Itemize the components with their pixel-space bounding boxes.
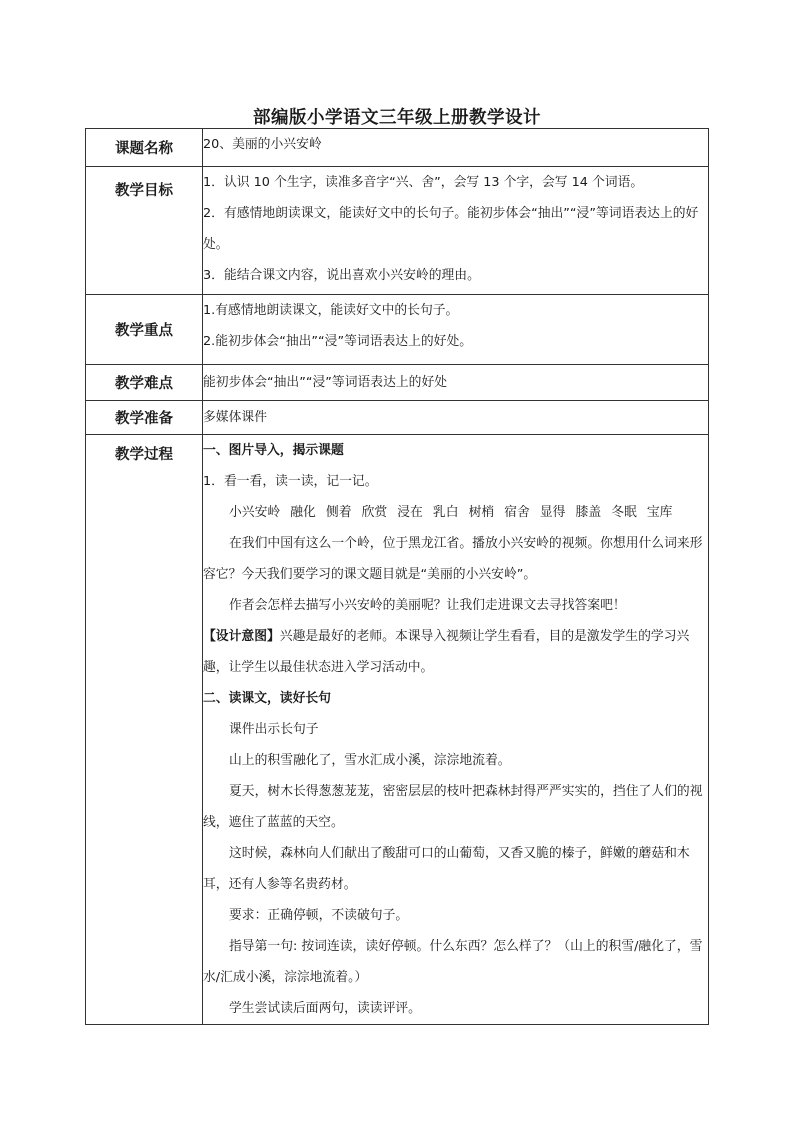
process-paragraph: 夏天，树木长得葱葱茏茏，密密层层的枝叶把森林封得严严实实的，挡住了人们的视线，遮住了蓝蓝的天空。 — [203, 784, 703, 830]
goals-content — [203, 167, 709, 295]
process-paragraph: 要求：正确停顿，不读破句子。 — [229, 908, 409, 923]
table-row-preparation — [86, 401, 709, 435]
topic-text: 20、美丽的小兴安岭 — [203, 137, 322, 152]
table-row-difficulty — [86, 365, 709, 401]
table-row-topic — [86, 129, 709, 167]
label-topic: 课题名称 — [86, 129, 203, 167]
design-intent — [203, 621, 708, 683]
process-paragraph: 学生尝试读后面两句，读读评评。 — [229, 1001, 421, 1016]
design-intent-tag: 【设计意图】 — [203, 629, 280, 644]
difficulty-value — [203, 365, 709, 401]
key-points-content — [203, 295, 709, 365]
process-paragraph: 课件出示长句子 — [229, 722, 319, 737]
lesson-plan-table — [85, 128, 709, 1025]
preparation-value — [203, 401, 709, 435]
process-paragraph: 在我们中国有这么一个岭，位于黑龙江省。播放小兴安岭的视频。你想用什么词来形容它？今天我们要学习的课文题目就是“美丽的小兴安岭”。 — [203, 536, 703, 582]
process-paragraph: 指导第一句: 按词连读，读好停顿。什么东西？怎么样了？（山上的积雪/融化了，雪水/汇成小溪，淙淙地流着。） — [203, 939, 703, 985]
process-paragraph: 这时候，森林向人们献出了酸甜可口的山葡萄，又香又脆的榛子，鲜嫩的蘑菇和木耳，还有人参等名贵药材。 — [203, 846, 690, 892]
process-line: 1．看一看，读一读，记一记。 — [203, 474, 378, 489]
goal-line: 2．有感情地朗读课文，能读好文中的长句子。能初步体会“抽出”“浸”等词语表达上的好处。 — [203, 206, 699, 252]
label-key-points: 教学重点 — [86, 295, 203, 365]
key-point-line: 2.能初步体会“抽出”“浸”等词语表达上的好处。 — [203, 334, 473, 349]
table-row-process — [86, 435, 709, 1025]
process-paragraph: 作者会怎样去描写小兴安岭的美丽呢？让我们走进课文去寻找答案吧！ — [229, 598, 626, 613]
label-preparation: 教学准备 — [86, 401, 203, 435]
preparation-text: 多媒体课件 — [203, 410, 267, 425]
goal-line: 1．认识 10 个生字，读准多音字“兴、舍”，会写 13 个字，会写 14 个词语。 — [203, 175, 644, 190]
process-paragraph: 山上的积雪融化了，雪水汇成小溪，淙淙地流着。 — [229, 753, 511, 768]
process-content — [203, 435, 709, 1025]
section-heading: 二、读课文，读好长句 — [203, 691, 331, 706]
label-difficulty: 教学难点 — [86, 365, 203, 401]
difficulty-text: 能初步体会“抽出”“浸”等词语表达上的好处 — [203, 375, 448, 390]
section-heading: 一、图片导入，揭示课题 — [203, 443, 344, 458]
vocabulary-words: 小兴安岭 融化 侧着 欣赏 浸在 乳白 树梢 宿舍 显得 膝盖 冬眠 宝库 — [229, 505, 673, 520]
table-row-key-points — [86, 295, 709, 365]
design-intent-text: 兴趣是最好的老师。本课导入视频让学生看看，目的是激发学生的学习兴趣，让学生以最佳状态进入学习活动中。 — [203, 629, 690, 675]
key-point-line: 1.有感情地朗读课文，能读好文中的长句子。 — [203, 303, 459, 318]
label-goals: 教学目标 — [86, 167, 203, 295]
table-row-goals — [86, 167, 709, 295]
label-process: 教学过程 — [86, 435, 203, 1025]
topic-value — [203, 129, 709, 167]
document-title: 部编版小学语文三年级上册教学设计 — [253, 108, 541, 128]
goal-line: 3．能结合课文内容，说出喜欢小兴安岭的理由。 — [203, 268, 480, 283]
